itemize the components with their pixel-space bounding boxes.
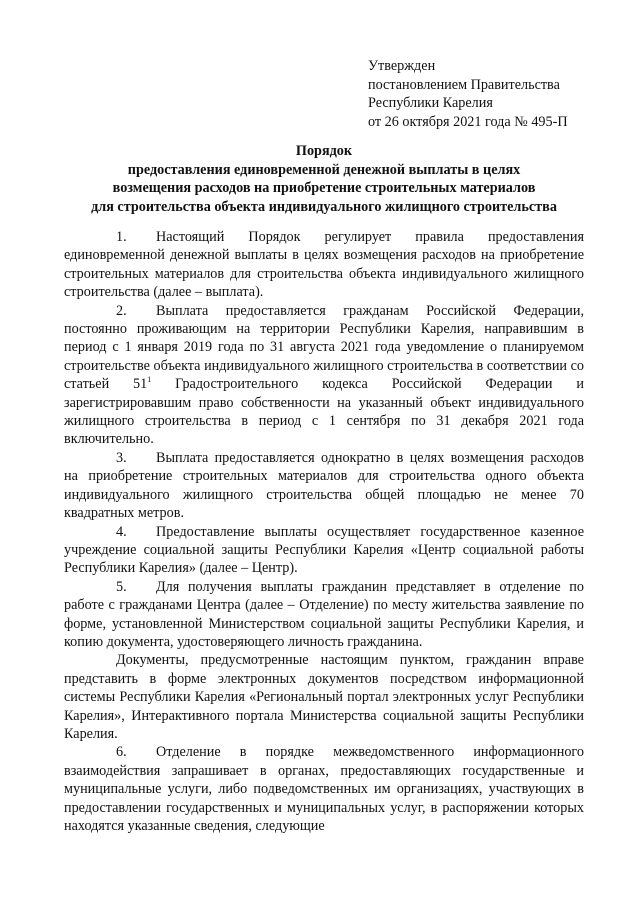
paragraph-text: Для получения выплаты гражданин представляет в отделение по работе с гражданами Центра (далее – Отделение) по месту жительства заявление по форме, установленной Министерством социальной защиты Республики Карелия, и копию документа, удостоверяющего личность гражданина.: [64, 578, 584, 650]
paragraph-3: [64, 449, 584, 523]
approval-line: постановлением Правительства: [368, 76, 560, 93]
title-line: для строительства объекта индивидуального жилищного строительства: [91, 198, 557, 215]
paragraph-text: Выплата предоставляется гражданам Российской Федерации, постоянно проживающим на территории Республики Карелия, направившим в период с 1 января 2019 года по 31 августа 2021 года уведомление о планируемом строительстве объекта индивидуального жилищного строительства в соответствии со статьей 51: [64, 302, 584, 393]
document-title: [60, 142, 588, 216]
paragraph-4: [64, 523, 584, 578]
paragraph-text: Документы, предусмотренные настоящим пунктом, гражданин вправе представить в форме электронных документов посредством информационной системы Республики Карелия «Региональный портал электронных услуг Республики Карелия», Интерактивного портала Министерства социальной защиты Республики Карелия.: [64, 652, 584, 742]
paragraph-number: 6.: [116, 744, 127, 761]
paragraph-text: Градостроительного кодекса Российской Федерации и зарегистрировавшим право собственности на указанный объект индивидуального жилищного строительства в период с 1 сентября по 31 декабря 2021 года включительно.: [64, 376, 584, 448]
title-line: предоставления единовременной денежной выплаты в целях: [127, 161, 521, 178]
paragraph-text: Настоящий Порядок регулирует правила предоставления единовременной денежной выплаты в целях возмещения расходов на приобретение строительных материалов для строительства объекта индивидуального жилищного строительства (далее – выплата).: [64, 229, 584, 301]
approval-stamp: [368, 57, 628, 131]
paragraph-5: [64, 578, 584, 652]
paragraph-number: 3.: [116, 449, 127, 466]
paragraph-number: 5.: [116, 578, 127, 595]
paragraph-6: [64, 743, 584, 835]
footnote-superscript: 1: [147, 375, 152, 385]
paragraph-1: [64, 228, 584, 302]
paragraph-text: Выплата предоставляется однократно в целях возмещения расходов на приобретение строительных материалов для строительства одного объекта индивидуального жилищного строительства общей площадью не менее 70 квадратных метров.: [64, 449, 584, 522]
paragraph-2: [64, 302, 584, 449]
paragraph-number: 1.: [116, 229, 127, 245]
paragraph-text: Отделение в порядке межведомственного информационного взаимодействия запрашивает в органах, предоставляющих государственные и муниципальные услуги, либо подведомственных им организациях, участвующих в предоставлении государственных и муниципальных услуг, в распоряжении которых находятся указанные сведения, следующие: [64, 744, 584, 834]
title-line: Порядок: [295, 143, 353, 159]
paragraph-number: 2.: [116, 302, 127, 319]
approval-line: Утвержден: [368, 58, 436, 74]
title-line: возмещения расходов на приобретение строительных материалов: [112, 180, 536, 197]
paragraph-text: Предоставление выплаты осуществляет государственное казенное учреждение социальной защиты Республики Карелия «Центр социальной работы Республики Карелия» (далее – Центр).: [64, 523, 584, 577]
paragraph-number: 4.: [116, 523, 127, 540]
approval-line: Республики Карелия: [368, 95, 493, 112]
document-body: [64, 228, 584, 835]
approval-line: от 26 октября 2021 года № 495-П: [368, 113, 568, 130]
paragraph-5-continued: [64, 651, 584, 743]
